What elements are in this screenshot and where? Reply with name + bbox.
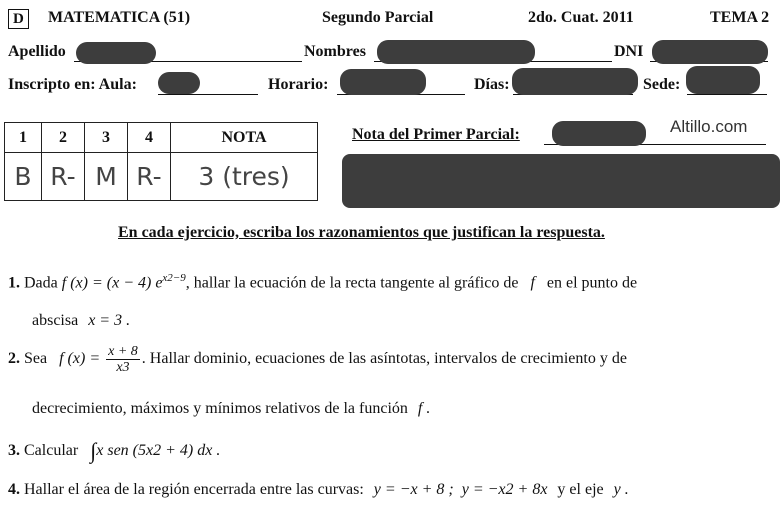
exercise-2-text-line2: decrecimiento, máximos y mínimos relativos de la función bbox=[32, 400, 408, 417]
exercise-1-exponent: x2−9 bbox=[162, 272, 186, 284]
exercise-2-denominator: x3 bbox=[116, 360, 130, 375]
exercise-2-numerator: x + 8 bbox=[108, 344, 138, 359]
redacted-dias bbox=[512, 68, 638, 95]
redacted-nombres bbox=[377, 40, 535, 64]
redacted-dni bbox=[652, 40, 768, 64]
inscripto-label: Inscripto en: Aula: bbox=[8, 76, 137, 93]
exercise-1-number: 1. bbox=[8, 274, 20, 292]
exercise-1-text-end: en el punto de bbox=[546, 274, 638, 292]
exercise-1-lead: Dada bbox=[24, 274, 58, 292]
dni-label: DNI bbox=[614, 43, 644, 60]
redacted-aula bbox=[158, 72, 200, 94]
exercise-3 bbox=[8, 438, 220, 464]
redacted-first-partial bbox=[552, 121, 646, 146]
grade-header-4: 4 bbox=[128, 123, 171, 153]
exercise-1 bbox=[8, 272, 637, 292]
grade-header-1: 1 bbox=[5, 123, 42, 153]
grade-header-2: 2 bbox=[42, 123, 85, 153]
exercise-3-expression: x sen (5x2 + 4) dx . bbox=[96, 442, 221, 459]
exercise-2-function: f (x) = bbox=[59, 350, 101, 368]
redacted-sede bbox=[686, 66, 760, 94]
exercise-1-function: f (x) = (x − 4) e bbox=[61, 274, 163, 292]
apellido-label: Apellido bbox=[8, 43, 66, 60]
exercise-1-text: , hallar la ecuación de la recta tangente al gráfico de bbox=[185, 274, 519, 292]
grade-value-3: M bbox=[85, 153, 128, 201]
grade-header-nota: NOTA bbox=[171, 123, 318, 153]
redacted-horario bbox=[340, 69, 426, 95]
course-title: MATEMATICA (51) bbox=[48, 9, 191, 26]
grade-value-1: B bbox=[5, 153, 42, 201]
horario-label: Horario: bbox=[268, 76, 329, 93]
integral-sign: ∫ bbox=[90, 438, 97, 463]
grade-header-3: 3 bbox=[85, 123, 128, 153]
grade-value-4: R- bbox=[128, 153, 171, 201]
exercise-2-number: 2. bbox=[8, 350, 20, 368]
redacted-observations bbox=[342, 154, 780, 208]
tema-letter-box: D bbox=[8, 9, 29, 29]
sede-label: Sede: bbox=[643, 76, 681, 93]
exercise-1-line2 bbox=[32, 312, 130, 330]
sede-line bbox=[687, 94, 767, 95]
exercise-1-abscisa: abscisa bbox=[32, 312, 79, 329]
exercise-2 bbox=[8, 344, 627, 375]
exercise-4-lead: Hallar el área de la región encerrada entre las curvas: bbox=[24, 481, 364, 498]
redacted-apellido bbox=[76, 42, 156, 64]
exercise-4-curve-2: y = −x2 + 8x bbox=[461, 481, 548, 498]
exercise-4-y: y . bbox=[613, 481, 629, 498]
tema-label: TEMA 2 bbox=[710, 9, 770, 26]
watermark-text: Altillo.com bbox=[670, 117, 748, 136]
exercise-2-line2 bbox=[32, 400, 430, 418]
exercise-2-lead: Sea bbox=[24, 350, 48, 368]
grade-value-nota: 3 (tres) bbox=[171, 153, 318, 201]
term-label: 2do. Cuat. 2011 bbox=[528, 9, 634, 26]
exercise-3-number: 3. bbox=[8, 442, 20, 459]
aula-line bbox=[158, 94, 258, 95]
grades-table bbox=[4, 122, 318, 201]
grade-value-2: R- bbox=[42, 153, 85, 201]
exercise-2-fraction bbox=[106, 344, 140, 375]
exercise-1-x-value: x = 3 . bbox=[88, 312, 131, 329]
exercise-2-f: f . bbox=[417, 400, 431, 417]
instruction-text: En cada ejercicio, escriba los razonamientos que justifican la respuesta. bbox=[118, 224, 605, 241]
first-partial-label: Nota del Primer Parcial: bbox=[352, 126, 520, 143]
dias-label: Días: bbox=[474, 76, 510, 93]
exercise-2-text: . Hallar dominio, ecuaciones de las asíntotas, intervalos de crecimiento y de bbox=[141, 350, 627, 368]
exercise-4 bbox=[8, 481, 629, 499]
nombres-label: Nombres bbox=[304, 43, 366, 60]
exercise-4-text: y el eje bbox=[557, 481, 604, 498]
exercise-4-curve-1: y = −x + 8 ; bbox=[373, 481, 454, 498]
exercise-4-number: 4. bbox=[8, 481, 20, 498]
exercise-1-f: f bbox=[530, 274, 535, 292]
exercise-3-lead: Calcular bbox=[24, 442, 79, 459]
exam-title: Segundo Parcial bbox=[322, 9, 434, 26]
